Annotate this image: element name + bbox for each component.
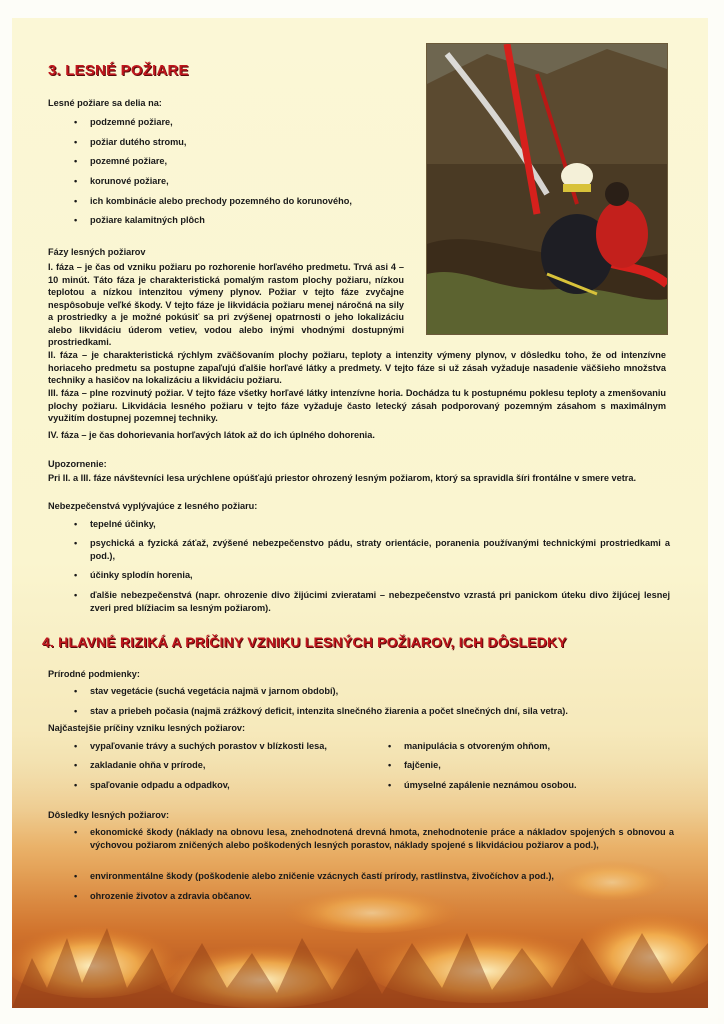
cause-item: • vypaľovanie trávy a suchých porastov v blízkosti lesa, (74, 740, 327, 753)
dangers-title: Nebezpečenstvá vyplývajúce z lesného požiaru: (48, 501, 258, 511)
danger-item: • ďalšie nebezpečenstvá (napr. ohrozenie divo žijúcimi zvieratami – nebezpečenstvo vzrastá pri panickom úteku divo žijúcej lesnej zveri pred blížiacim sa lesným požiarom). (74, 589, 670, 614)
cause-item: • spaľovanie odpadu a odpadkov, (74, 779, 230, 792)
warning-text: Pri II. a III. fáze návštevníci lesa urýchlene opúšťajú priestor ohrozený lesným požiarom, ktorý sa spravidla šíri frontálne v smere vetra. (48, 473, 637, 483)
fire-type-item: • ich kombinácie alebo prechody pozemného do korunového, (74, 195, 352, 208)
phase-1-text: I. fáza – je čas od vzniku požiaru po rozhorenie horľavého predmetu. Trvá asi 4 – 10 minút. Táto fáza je charakteristická pomalým rastom plochy požiaru, nízkou teplotou a nízkou intenzitou výmeny plynov. Požiar v tejto fáze zvyčajne nespôsobuje veľké škody. V tejto fáze je likvidácia požiaru menej náročná na sily a prostriedky a je možné pokúsiť sa pri zvýšenej opatrnosti o jeho lokalizáciu alebo likvidáciu úderom vetiev, vodou alebo inými vhodnými dostupnými prostriedkami. (48, 262, 404, 347)
consequences-title: Dôsledky lesných požiarov: (48, 810, 170, 820)
phase-3-text: III. fáza – plne rozvinutý požiar. V tejto fáze všetky horľavé látky intenzívne horia. Dochádza tu k postupnému poklesu teploty a zmenšovaniu plochy požiaru. Likvidácia lesného požiaru v tejto fáze vyžaduje často letecký zásah podporovaný pozemným zásahom s maximálnym využitím dostupnej pozemnej techniky. (48, 388, 666, 423)
phase-4-text: IV. fáza – je čas dohorievania horľavých látok až do ich úplného dohorenia. (48, 430, 375, 440)
cause-item: • fajčenie, (388, 759, 441, 772)
types-intro: Lesné požiare sa delia na: (48, 98, 162, 108)
fire-type-item: • požiare kalamitných plôch (74, 214, 205, 227)
fire-type-item: • korunové požiare, (74, 175, 169, 188)
fire-type-item: • požiar dutého stromu, (74, 136, 186, 149)
fire-type-item: • pozemné požiare, (74, 155, 167, 168)
causes-title: Najčastejšie príčiny vzniku lesných požiarov: (48, 723, 246, 733)
cause-item: • úmyselné zapálenie neznámou osobou. (388, 779, 577, 792)
cause-item: • zakladanie ohňa v prírode, (74, 759, 205, 772)
poster-sheet (12, 18, 708, 1008)
natural-condition-item: • stav a priebeh počasia (najmä zrážkový deficit, intenzita slnečného žiarenia a počet slnečných dní, sila vetra). (74, 705, 568, 718)
natural-conditions-title: Prírodné podmienky: (48, 669, 140, 679)
natural-condition-item: • stav vegetácie (suchá vegetácia najmä v jarnom období), (74, 685, 338, 698)
danger-item: • účinky splodín horenia, (74, 569, 670, 582)
fire-type-item: • podzemné požiare, (74, 116, 173, 129)
section-3-title: 3. LESNÉ POŽIARE (48, 62, 189, 79)
consequence-item: • ohrozenie životov a zdravia občanov. (74, 890, 674, 903)
phase-2-text: II. fáza – je charakteristická rýchlym zväčšovaním plochy požiaru, teploty a intenzity výmeny plynov, v dôsledku toho, že od intenzívne horiaceho predmetu sa postupne zapaľujú ďalšie horľavé látky a predmety. V tejto fáze si už zásah vyžaduje nasadenie väčšieho množstva techniky a hasičov na lokalizáciu a likvidáciu požiaru. (48, 350, 666, 385)
phases-title: Fázy lesných požiarov (48, 247, 146, 257)
danger-item: • tepelné účinky, (74, 518, 670, 531)
cause-item: • manipulácia s otvoreným ohňom, (388, 740, 550, 753)
poster-content (12, 18, 708, 1008)
danger-item: • psychická a fyzická záťaž, zvýšené nebezpečenstvo pádu, straty orientácie, poranenia používanými technickými prostriedkami a pod.), (74, 537, 670, 562)
section-4-title: 4. HLAVNÉ RIZIKÁ A PRÍČINY VZNIKU LESNÝCH POŽIAROV, ICH DÔSLEDKY (42, 634, 567, 650)
consequence-item: • environmentálne škody (poškodenie alebo zničenie vzácnych častí prírody, rastlinstva, živočíchov a pod.), (74, 870, 674, 883)
warning-title: Upozornenie: (48, 459, 107, 469)
consequence-item: • ekonomické škody (náklady na obnovu lesa, znehodnotená drevná hmota, znehodnotenie práce a nákladov spojených s obnovou a výchovou požiarom zničených alebo poškodených lesných porastov, náklady spojené s likvidáciou požiarov a pod.), (74, 826, 674, 851)
